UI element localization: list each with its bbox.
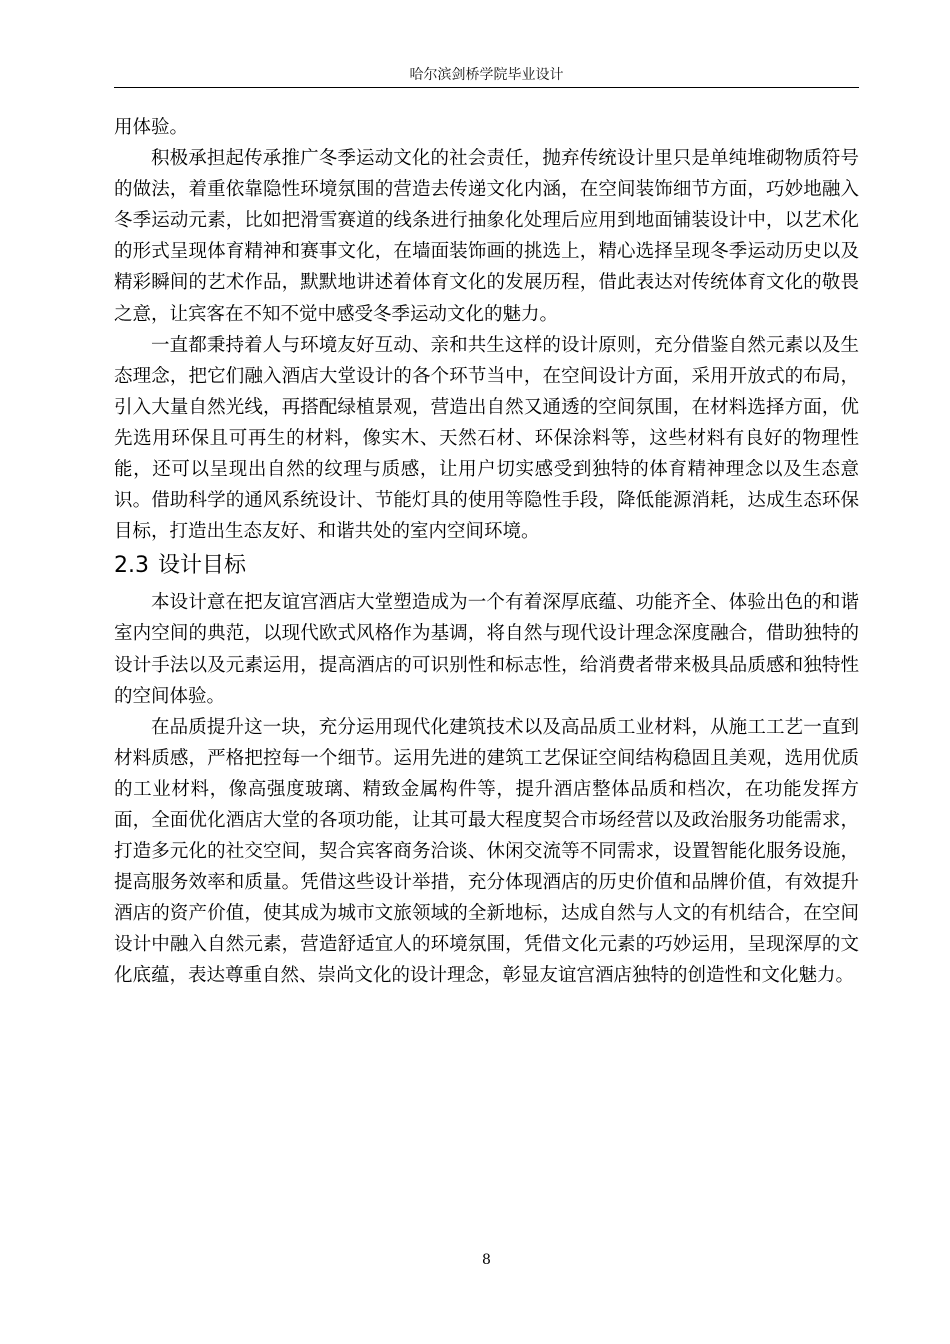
header-divider (114, 87, 859, 88)
paragraph-design-goal: 本设计意在把友谊宫酒店大堂塑造成为一个有着深厚底蕴、功能齐全、体验出色的和谐室内空间的典范，以现代欧式风格作为基调，将自然与现代设计理念深度融合，借助独特的设计手法以及元素运用，提高酒店的可识别性和标志性，给消费者带来极具品质感和独特性的空间体验。 (114, 592, 859, 707)
paragraph-ecological-design: 一直都秉持着人与环境友好互动、亲和共生这样的设计原则，充分借鉴自然元素以及生态理念，把它们融入酒店大堂设计的各个环节当中，在空间设计方面，采用开放式的布局，引入大量自然光线，再搭配绿植景观，营造出自然又通透的空间氛围，在材料选择方面，优先选用环保且可再生的材料，像实木、天然石材、环保涂料等，这些材料有良好的物理性能，还可以呈现出自然的纹理与质感，让用户切实感受到独特的体育精神理念以及生态意识。借助科学的通风系统设计、节能灯具的使用等隐性手段，降低能源消耗，达成生态环保目标，打造出生态友好、和谐共处的室内空间环境。 (114, 334, 859, 543)
page-number: 8 (482, 1252, 491, 1268)
document-body (114, 112, 859, 992)
paragraph-winter-sports-culture: 积极承担起传承推广冬季运动文化的社会责任，抛弃传统设计里只是单纯堆砌物质符号的做法，着重依靠隐性环境氛围的营造去传递文化内涵，在空间装饰细节方面，巧妙地融入冬季运动元素，比如把滑雪赛道的线条进行抽象化处理后应用到地面铺装设计中，以艺术化的形式呈现体育精神和赛事文化，在墙面装饰画的挑选上，精心选择呈现冬季运动历史以及精彩瞬间的艺术作品，默默地讲述着体育文化的发展历程，借此表达对传统体育文化的敬畏之意，让宾客在不知不觉中感受冬季运动文化的魅力。 (114, 148, 859, 325)
section-number: 2.3 (114, 553, 149, 579)
page-header: 哈尔滨剑桥学院毕业设计 (409, 67, 564, 83)
section-title: 设计目标 (158, 553, 247, 579)
paragraph-continuation: 用体验。 (114, 117, 189, 138)
paragraph-quality-improvement: 在品质提升这一块，充分运用现代化建筑技术以及高品质工业材料，从施工工艺一直到材料质感，严格把控每一个细节。运用先进的建筑工艺保证空间结构稳固且美观，选用优质的工业材料，像高强度玻璃、精致金属构件等，提升酒店整体品质和档次，在功能发挥方面，全面优化酒店大堂的各项功能，让其可最大程度契合市场经营以及政治服务功能需求，打造多元化的社交空间，契合宾客商务洽谈、休闲交流等不同需求，设置智能化服务设施，提高服务效率和质量。凭借这些设计举措，充分体现酒店的历史价值和品牌价值，有效提升酒店的资产价值，使其成为城市文旅领域的全新地标，达成自然与人文的有机结合，在空间设计中融入自然元素，营造舒适宜人的环境氛围，凭借文化元素的巧妙运用，呈现深厚的文化底蕴，表达尊重自然、崇尚文化的设计理念，彰显友谊宫酒店独特的创造性和文化魅力。 (114, 716, 859, 987)
section-heading (114, 551, 859, 581)
